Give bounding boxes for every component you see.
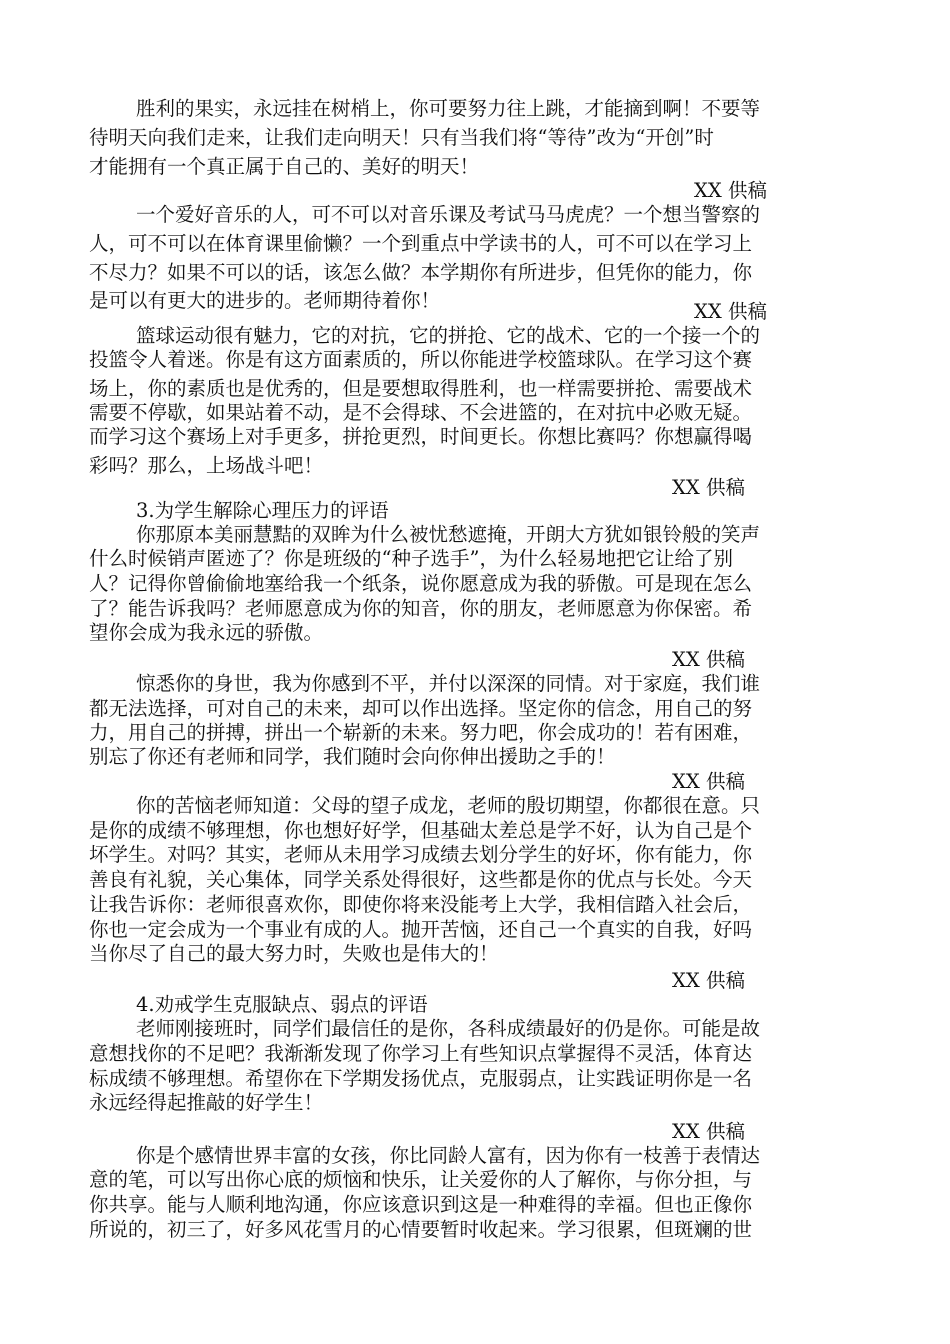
text-line: 所说的，初三了，好多风花雪月的心情要暂时收起来。学习很累，但斑斓的世 bbox=[89, 1218, 753, 1241]
text-line: 而学习这个赛场上对手更多，拼抢更烈，时间更长。你想比赛吗？你想赢得喝 bbox=[89, 425, 753, 448]
byline: XX 供稿 bbox=[672, 1120, 745, 1143]
text-line: 你是个感情世界丰富的女孩，你比同龄人富有，因为你有一枝善于表情达 bbox=[136, 1144, 761, 1167]
byline: XX 供稿 bbox=[694, 300, 767, 323]
text-line: 让我告诉你：老师很喜欢你，即使你将来没能考上大学，我相信踏入社会后， bbox=[89, 893, 753, 916]
text-line: 胜利的果实，永远挂在树梢上，你可要努力往上跳，才能摘到啊！不要等 bbox=[136, 97, 761, 120]
text-line: 人，可不可以在体育课里偷懒？一个到重点中学读书的人，可不可以在学习上 bbox=[89, 232, 753, 255]
byline: XX 供稿 bbox=[672, 770, 745, 793]
section-heading: 3.为学生解除心理压力的评语 bbox=[136, 499, 389, 522]
text-line: 标成绩不够理想。希望你在下学期发扬优点，克服弱点，让实践证明你是一名 bbox=[89, 1067, 753, 1090]
text-line: 人？记得你曾偷偷地塞给我一个纸条，说你愿意成为我的骄傲。可是现在怎么 bbox=[89, 572, 753, 595]
text-line: 都无法选择，可对自己的未来，却可以作出选择。坚定你的信念，用自己的努 bbox=[89, 697, 753, 720]
byline: XX 供稿 bbox=[694, 179, 767, 202]
text-line: 力，用自己的拼搏，拼出一个崭新的未来。努力吧，你会成功的！若有困难， bbox=[89, 721, 753, 744]
text-line: 了？能告诉我吗？老师愿意成为你的知音，你的朋友，老师愿意为你保密。希 bbox=[89, 597, 753, 620]
text-line: 才能拥有一个真正属于自己的、美好的明天！ bbox=[89, 155, 480, 178]
text-line: 一个爱好音乐的人，可不可以对音乐课及考试马马虎虎？一个想当警察的 bbox=[136, 203, 761, 226]
text-line: 别忘了你还有老师和同学，我们随时会向你伸出援助之手的！ bbox=[89, 745, 616, 768]
text-line: 望你会成为我永远的骄傲。 bbox=[89, 621, 324, 644]
text-line: 意的笔，可以写出你心底的烦恼和快乐，让关爱你的人了解你，与你分担，与 bbox=[89, 1168, 753, 1191]
byline: XX 供稿 bbox=[672, 969, 745, 992]
text-line: 投篮令人着迷。你是有这方面素质的，所以你能进学校篮球队。在学习这个赛 bbox=[89, 348, 753, 371]
byline: XX 供稿 bbox=[672, 476, 745, 499]
text-line: 是可以有更大的进步的。老师期待着你！ bbox=[89, 289, 441, 312]
text-line: 是你的成绩不够理想，你也想好好学，但基础太差总是学不好，认为自己是个 bbox=[89, 819, 753, 842]
text-line: 老师刚接班时，同学们最信任的是你，各科成绩最好的仍是你。可能是故 bbox=[136, 1017, 761, 1040]
text-line: 永远经得起推敲的好学生！ bbox=[89, 1091, 324, 1114]
text-line: 意想找你的不足吧？我渐渐发现了你学习上有些知识点掌握得不灵活，体育达 bbox=[89, 1042, 753, 1065]
text-line: 什么时候销声匿迹了？你是班级的“种子选手”，为什么轻易地把它让给了别 bbox=[89, 547, 733, 570]
text-line: 你共享。能与人顺利地沟通，你应该意识到这是一种难得的幸福。但也正像你 bbox=[89, 1193, 753, 1216]
text-line: 你也一定会成为一个事业有成的人。抛开苦恼，还自己一个真实的自我，好吗 bbox=[89, 918, 753, 941]
text-line: 篮球运动很有魅力，它的对抗，它的拼抢、它的战术、它的一个接一个的 bbox=[136, 324, 761, 347]
text-line: 彩吗？那么，上场战斗吧！ bbox=[89, 454, 324, 477]
text-line: 当你尽了自己的最大努力时，失败也是伟大的！ bbox=[89, 942, 499, 965]
text-line: 惊悉你的身世，我为你感到不平，并付以深深的同情。对于家庭，我们谁 bbox=[136, 672, 761, 695]
text-line: 你那原本美丽慧黠的双眸为什么被忧愁遮掩，开朗大方犹如银铃般的笑声 bbox=[136, 523, 761, 546]
text-line: 场上，你的素质也是优秀的，但是要想取得胜利，也一样需要拼抢、需要战术 bbox=[89, 377, 753, 400]
text-line: 善良有礼貌，关心集体，同学关系处得很好，这些都是你的优点与长处。今天 bbox=[89, 868, 753, 891]
text-line: 你的苦恼老师知道：父母的望子成龙，老师的殷切期望，你都很在意。只 bbox=[136, 794, 761, 817]
text-line: 待明天向我们走来，让我们走向明天！只有当我们将“等待”改为“开创”时 bbox=[89, 126, 714, 149]
text-line: 不尽力？如果不可以的话，该怎么做？本学期你有所进步，但凭你的能力，你 bbox=[89, 261, 753, 284]
text-line: 需要不停歇，如果站着不动，是不会得球、不会进篮的，在对抗中必败无疑。 bbox=[89, 401, 753, 424]
byline: XX 供稿 bbox=[672, 648, 745, 671]
section-heading: 4.劝戒学生克服缺点、弱点的评语 bbox=[136, 993, 428, 1016]
text-line: 坏学生。对吗？其实，老师从未用学习成绩去划分学生的好坏，你有能力，你 bbox=[89, 843, 753, 866]
